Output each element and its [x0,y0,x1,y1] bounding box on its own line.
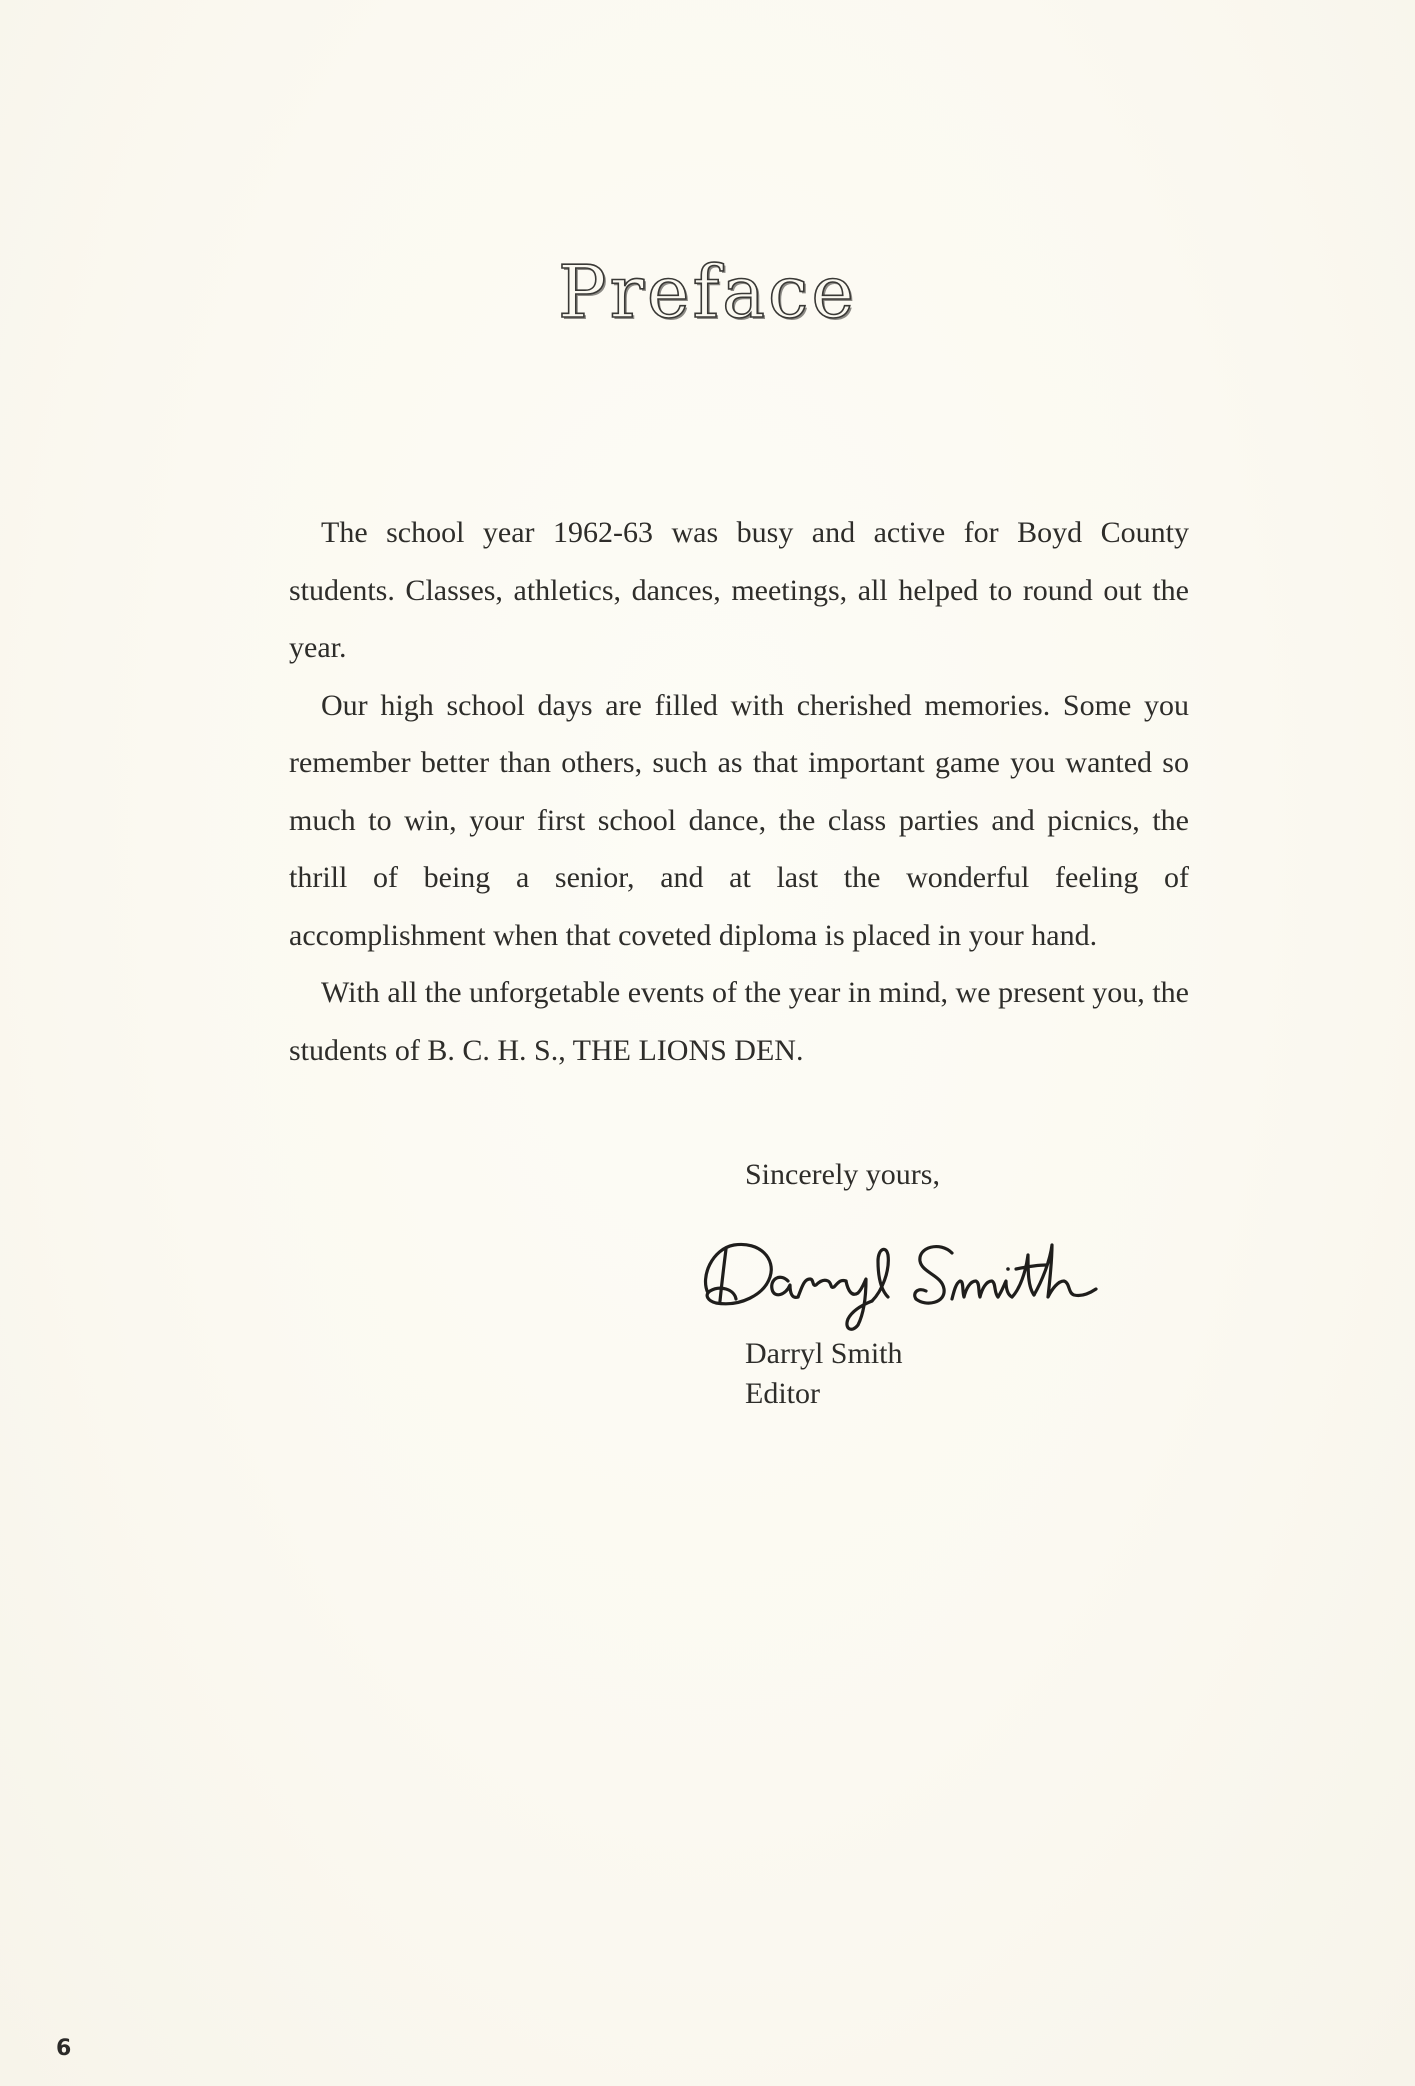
signer-name: Darryl Smith [745,1337,903,1370]
paragraph-3: With all the unforgetable events of the year in mind, we present you, the students of B. C. H. S., THE LIONS DEN. [289,976,1189,1067]
page-title: Preface [558,250,857,334]
preface-body [289,504,1189,1079]
paragraph-2: Our high school days are filled with cherished memories. Some you remember better than others, such as that important game you wanted so much to win, your first school dance, the class parties and picnics, the thrill of being a senior, and at last the wonderful feeling of accomplishment when that coveted diploma is placed in your hand. [289,688,1189,952]
handwritten-signature [690,1215,1110,1335]
paragraph-1: The school year 1962-63 was busy and active for Boyd County students. Classes, athletics, dances, meetings, all helped to round out the year. [289,516,1189,664]
page-number: 6 [56,2036,72,2061]
signer-role: Editor [745,1377,820,1410]
closing-line: Sincerely yours, [745,1158,940,1191]
